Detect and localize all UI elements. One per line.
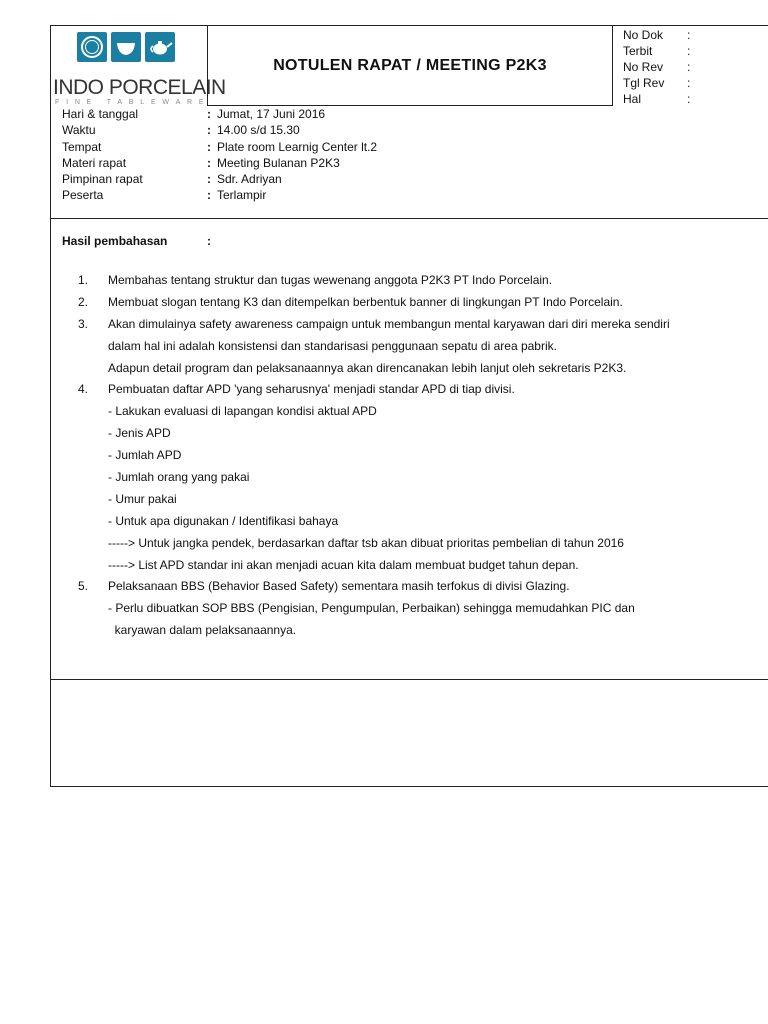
- bowl-icon: [111, 32, 141, 62]
- item-text: Akan dimulainya safety awareness campaign untuk membangun mental karyawan dari diri mereka sendiri: [108, 316, 670, 331]
- item-text: -----> List APD standar ini akan menjadi acuan kita dalam membuat budget tahun depan.: [108, 557, 579, 572]
- list-item: [51, 511, 768, 533]
- brand-name: INDO PORCELAIN: [53, 76, 226, 99]
- list-item: [51, 314, 768, 336]
- doc-info-label: Tgl Rev: [623, 76, 665, 90]
- hasil-heading: [62, 234, 211, 248]
- item-number: 4.: [78, 382, 89, 397]
- list-item: [51, 358, 768, 380]
- teapot-icon: [145, 32, 175, 62]
- item-number: 3.: [78, 316, 89, 331]
- doc-info-label: Terbit: [623, 44, 653, 58]
- meeting-info: Hari & tanggal : Jumat, 17 Juni 2016 Waktu : 14.00 s/d 15.30 Tempat : Plate room Learnig Center lt.2 Materi rapat : Meeting Bulanan P2K3 Pimpinan rapat : Sdr. Adriyan Peserta : Terlampir: [62, 107, 378, 203]
- list-item: [51, 401, 768, 423]
- item-text: Membahas tentang struktur dan tugas wewenang anggota P2K3 PT Indo Porcelain.: [108, 273, 553, 287]
- page-title: NOTULEN RAPAT / MEETING P2K3: [273, 57, 547, 74]
- item-text: - Jumlah APD: [108, 448, 182, 463]
- info-value: Jumat, 17 Juni 2016: [217, 107, 326, 121]
- doc-info-label: No Dok: [623, 28, 664, 42]
- doc-info-colon: :: [687, 76, 691, 90]
- list-item: [51, 576, 768, 598]
- info-label: Materi rapat: [62, 155, 127, 170]
- item-text: karyawan dalam pelaksanaannya.: [108, 623, 297, 638]
- item-text: Adapun detail program dan pelaksanaannya akan direncanakan lebih lanjut oleh sekretaris P2K3.: [108, 360, 627, 375]
- divider: [51, 679, 768, 680]
- item-text: - Umur pakai: [108, 491, 177, 506]
- info-value: Plate room Learnig Center lt.2: [217, 139, 378, 154]
- hasil-label: Hasil pembahasan: [62, 234, 168, 248]
- brand-tagline: FINE TABLEWARE: [55, 99, 211, 106]
- doc-info-colon: :: [687, 28, 691, 42]
- item-text: dalam hal ini adalah konsistensi dan standarisasi penggunaan sepatu di area pabrik.: [108, 338, 557, 353]
- item-text: Pembuatan daftar APD 'yang seharusnya' menjadi standar APD di tiap divisi.: [108, 382, 515, 397]
- list-item: [51, 598, 768, 620]
- item-text: Membuat slogan tentang K3 dan ditempelkan berbentuk banner di lingkungan PT Indo Porcelain.: [108, 294, 623, 309]
- doc-info-colon: :: [687, 92, 691, 106]
- info-value: Sdr. Adriyan: [217, 172, 282, 187]
- discussion-list: [51, 270, 768, 642]
- list-item: [51, 423, 768, 445]
- list-item: [51, 555, 768, 577]
- item-text: - Perlu dibuatkan SOP BBS (Pengisian, Pengumpulan, Perbaikan) sehingga memudahkan PIC dan: [108, 601, 635, 616]
- info-label: Pimpinan rapat: [62, 172, 143, 187]
- info-label: Tempat: [62, 139, 102, 154]
- document-info: [623, 27, 690, 107]
- list-item: [51, 620, 768, 642]
- info-value: 14.00 s/d 15.30: [217, 123, 300, 138]
- plate-icon: [77, 32, 107, 62]
- item-text: - Jumlah orang yang pakai: [108, 470, 250, 485]
- item-number: 1.: [78, 273, 89, 287]
- document-frame: [50, 25, 768, 787]
- list-item: [51, 292, 768, 314]
- doc-info-colon: :: [687, 60, 691, 74]
- list-item: [51, 489, 768, 511]
- item-text: - Jenis APD: [108, 426, 171, 441]
- info-value: Meeting Bulanan P2K3: [217, 155, 340, 170]
- item-text: - Lakukan evaluasi di lapangan kondisi aktual APD: [108, 404, 377, 419]
- item-text: - Untuk apa digunakan / Identifikasi bahaya: [108, 513, 339, 528]
- doc-info-label: No Rev: [623, 60, 664, 74]
- divider: [51, 218, 768, 219]
- list-item: [51, 467, 768, 489]
- list-item: [51, 336, 768, 358]
- company-logo: [51, 26, 226, 106]
- info-label: Peserta: [62, 188, 104, 203]
- list-item: [51, 533, 768, 555]
- list-item: [51, 379, 768, 401]
- info-label: Waktu: [62, 123, 96, 138]
- divider: [612, 26, 613, 106]
- info-value: Terlampir: [217, 188, 267, 203]
- doc-info-label: Hal: [623, 92, 642, 106]
- info-label: Hari & tanggal: [62, 107, 139, 121]
- item-number: 2.: [78, 294, 89, 309]
- list-item: [51, 270, 768, 292]
- list-item: [51, 445, 768, 467]
- item-text: -----> Untuk jangka pendek, berdasarkan daftar tsb akan dibuat prioritas pembelian di tahun 2016: [108, 535, 624, 550]
- doc-info-colon: :: [687, 44, 691, 58]
- item-number: 5.: [78, 579, 89, 594]
- item-text: Pelaksanaan BBS (Behavior Based Safety) sementara masih terfokus di divisi Glazing.: [108, 579, 570, 594]
- hasil-colon: :: [207, 234, 211, 248]
